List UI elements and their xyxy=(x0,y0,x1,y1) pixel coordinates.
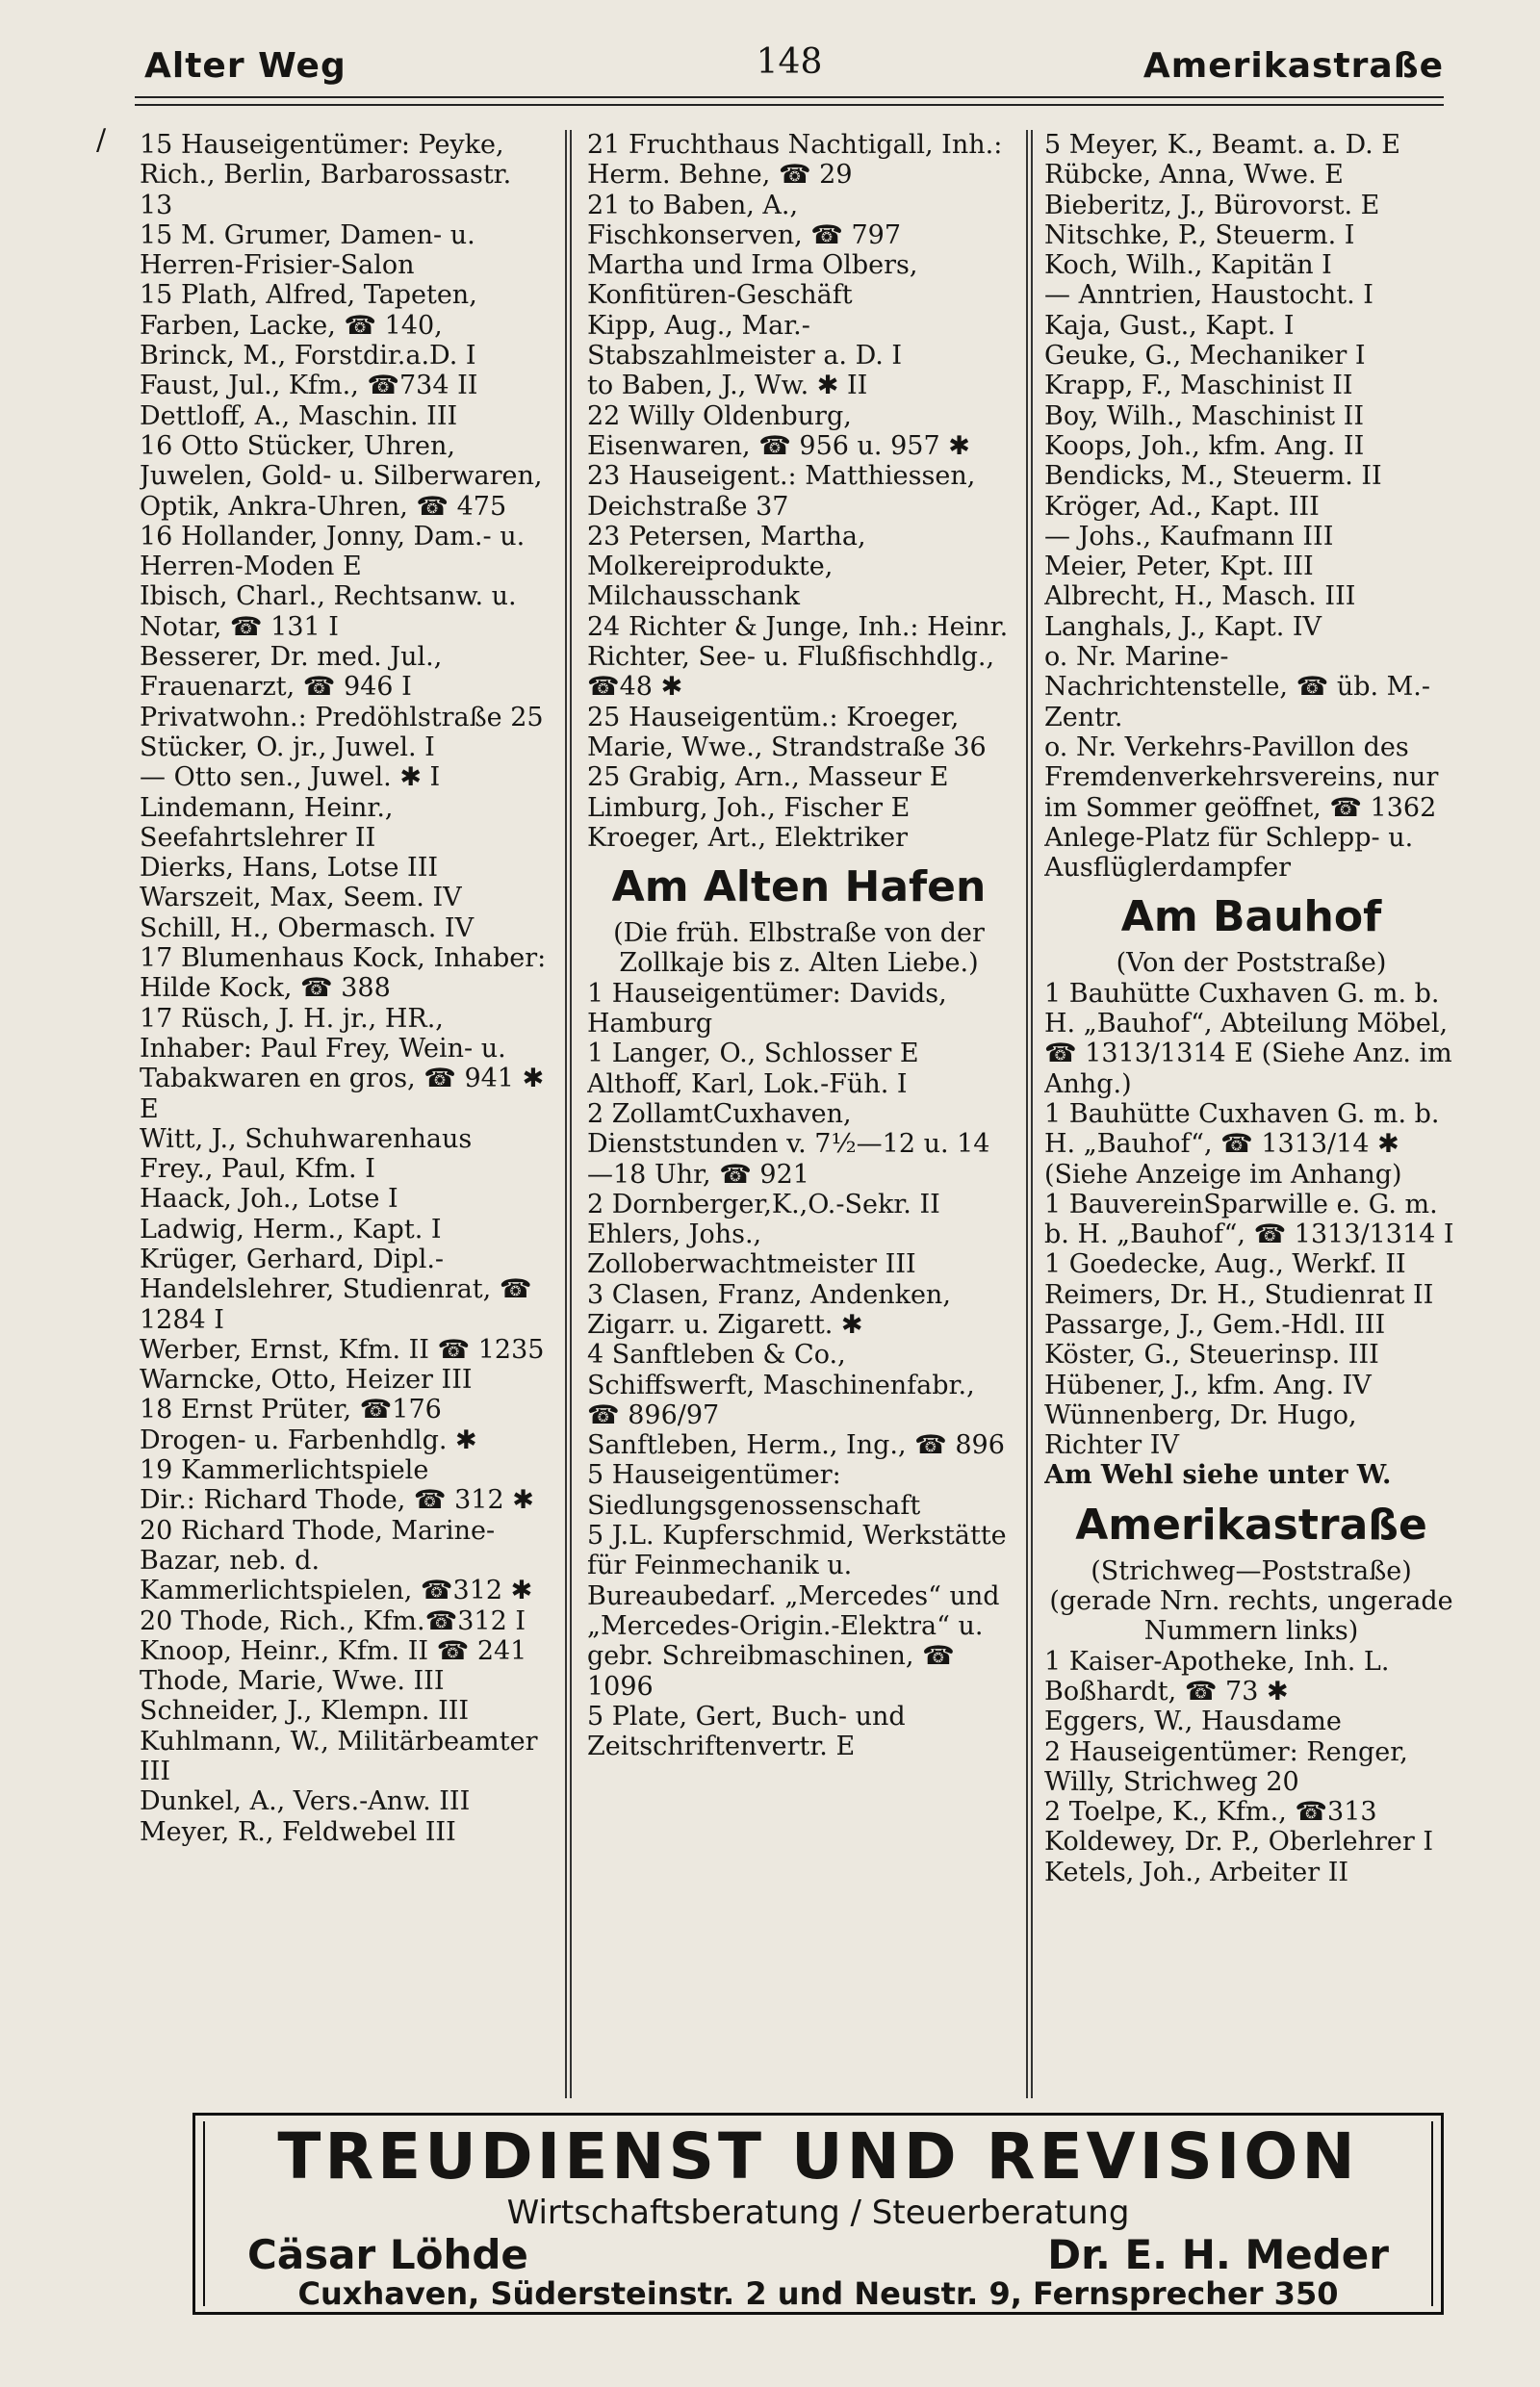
directory-entry: Wünnenberg, Dr. Hugo, Richter IV xyxy=(1044,1399,1357,1461)
ad-address: Cuxhaven, Südersteinstr. 2 und Neustr. 9, Fernsprecher 350 xyxy=(297,2275,1339,2312)
ad-names xyxy=(218,2231,1418,2277)
directory-entry: Kroeger, Art., Elektriker xyxy=(587,822,909,853)
directory-entry: Nitschke, P., Steuerm. I xyxy=(1044,219,1355,250)
directory-entry: Meyer, R., Feldwebel III xyxy=(140,1816,456,1847)
directory-entry: 15 Plath, Alfred, Tapeten, Farben, Lacke, ☎ 140, xyxy=(140,280,477,341)
directory-entry: Althoff, Karl, Lok.-Füh. I xyxy=(587,1068,908,1099)
directory-entry: Haack, Joh., Lotse I xyxy=(140,1184,398,1215)
directory-entry: Krüger, Gerhard, Dipl.-Handelslehrer, Studienrat, ☎ 1284 I xyxy=(140,1244,532,1335)
directory-entry: Boy, Wilh., Maschinist II xyxy=(1044,400,1365,431)
directory-entry: Martha und Irma Olbers, Konfitüren-Geschäft xyxy=(587,250,918,311)
directory-entry: Kröger, Ad., Kapt. III xyxy=(1044,491,1320,522)
header-street-end: Amerikastraße xyxy=(1142,46,1444,86)
section-subtitle: (Strichweg—Poststraße) (gerade Nrn. rechts, ungerade Nummern links) xyxy=(1049,1555,1453,1647)
directory-entry: Albrecht, H., Masch. III xyxy=(1044,581,1356,612)
column-3-entries-c xyxy=(1044,1647,1458,1887)
ad-subtitle: Wirtschaftsberatung / Steuerberatung xyxy=(506,2194,1130,2232)
directory-entry: 16 Otto Stücker, Uhren, Juwelen, Gold- u. Silberwaren, Optik, Ankra-Uhren, ☎ 475 xyxy=(140,430,543,522)
directory-entry: 22 Willy Oldenburg, Eisenwaren, ☎ 956 u. 957 ✱ xyxy=(587,400,970,461)
directory-entry: Ketels, Joh., Arbeiter II xyxy=(1044,1857,1349,1887)
directory-entry: 3 Clasen, Franz, Andenken, Zigarr. u. Zigarett. ✱ xyxy=(587,1279,951,1340)
directory-entry: 2 Hauseigentümer: Renger, Willy, Strichweg 20 xyxy=(1044,1736,1408,1797)
directory-entry: 25 Hauseigentüm.: Kroeger, Marie, Wwe., Strandstraße 36 xyxy=(587,702,987,762)
section-subtitle: (Die früh. Elbstraße von der Zollkaje bis z. Alten Liebe.) xyxy=(613,918,985,979)
directory-entry: — Johs., Kaufmann III xyxy=(1044,521,1334,552)
directory-entry: Limburg, Joh., Fischer E xyxy=(587,792,911,823)
directory-entry: 1 Langer, O., Schlosser E xyxy=(587,1039,919,1069)
directory-entry: Kaja, Gust., Kapt. I xyxy=(1044,310,1295,341)
directory-entry: 5 J.L. Kupferschmid, Werkstätte für Feinmechanik u. Bureaubedarf. „Mercedes“ und „Mercedes-Origin.-Elektra“ u. gebr. Schreibmaschinen, ☎ 1096 xyxy=(587,1521,1007,1702)
directory-entry: Brinck, M., Forstdir.a.D. I xyxy=(140,341,476,372)
directory-entry: 2 Dornberger,K.,O.-Sekr. II xyxy=(587,1189,940,1219)
directory-entry: 21 Fruchthaus Nachtigall, Inh.: Herm. Behne, ☎ 29 xyxy=(587,130,1003,191)
column-divider xyxy=(1031,130,1033,2098)
directory-entry: 2 Toelpe, K., Kfm., ☎313 xyxy=(1044,1797,1377,1828)
column-3-entries-a xyxy=(1044,130,1458,883)
directory-entry: 25 Grabig, Arn., Masseur E xyxy=(587,762,949,793)
directory-entry: Passarge, J., Gem.-Hdl. III xyxy=(1044,1309,1386,1340)
directory-entry: Dierks, Hans, Lotse III xyxy=(140,853,439,884)
directory-entry: Kipp, Aug., Mar.-Stabszahlmeister a. D. I xyxy=(587,310,903,372)
directory-entry: 20 Thode, Rich., Kfm.☎312 I xyxy=(140,1605,526,1636)
ad-border xyxy=(1431,2121,1433,2306)
directory-entry: Koch, Wilh., Kapitän I xyxy=(1044,250,1332,281)
directory-entry: Stücker, O. jr., Juwel. I xyxy=(140,732,435,762)
directory-entry: 23 Petersen, Martha, Molkereiprodukte, Milchausschank xyxy=(587,521,866,612)
column-3 xyxy=(1044,130,1458,2098)
directory-entry: Dettloff, A., Maschin. III xyxy=(140,400,458,431)
header-street-start: Alter Weg xyxy=(144,46,346,86)
directory-entry: 15 M. Grumer, Damen- u. Herren-Frisier-Salon xyxy=(140,219,475,281)
directory-entry: — Anntrien, Haustocht. I xyxy=(1044,280,1373,311)
column-2-entries-b xyxy=(587,979,1011,1762)
directory-entry: Dir.: Richard Thode, ☎ 312 ✱ xyxy=(140,1485,534,1516)
directory-entry: Koldewey, Dr. P., Oberlehrer I xyxy=(1044,1827,1434,1858)
directory-entry: to Baben, J., Ww. ✱ II xyxy=(587,371,868,401)
directory-entry: Anlege-Platz für Schlepp- u. Ausflüglerdampfer xyxy=(1044,822,1414,884)
directory-entry: 5 Plate, Gert, Buch- und Zeitschriftenvertr. E xyxy=(587,1701,906,1762)
ad-name-left: Cäsar Löhde xyxy=(247,2231,528,2278)
margin-mark: / xyxy=(96,123,107,157)
directory-entry: Eggers, W., Hausdame xyxy=(1044,1707,1342,1737)
directory-entry: 19 Kammerlichtspiele xyxy=(140,1455,429,1486)
directory-entry: 2 ZollamtCuxhaven, Dienststunden v. 7½—12 u. 14—18 Uhr, ☎ 921 xyxy=(587,1098,990,1190)
directory-entry: 1 Hauseigentümer: Davids, Hamburg xyxy=(587,978,947,1040)
directory-entry: Warszeit, Max, Seem. IV xyxy=(140,883,462,913)
directory-entry: 1 Goedecke, Aug., Werkf. II xyxy=(1044,1249,1406,1280)
directory-entry: 5 Hauseigentümer: Siedlungsgenossenschaft xyxy=(587,1460,921,1521)
directory-entry: — Otto sen., Juwel. ✱ I xyxy=(140,762,441,793)
column-divider xyxy=(570,130,572,2098)
directory-entry: 24 Richter & Junge, Inh.: Heinr. Richter, See- u. Flußfischhdlg., ☎48 ✱ xyxy=(587,611,1009,703)
directory-entry: Ehlers, Johs., Zolloberwachtmeister III xyxy=(587,1219,916,1280)
header-rule xyxy=(135,96,1444,106)
directory-entry: Sanftleben, Herm., Ing., ☎ 896 xyxy=(587,1430,1005,1461)
directory-entry: 20 Richard Thode, Marine-Bazar, neb. d. Kammerlichtspielen, ☎312 ✱ xyxy=(140,1515,533,1606)
directory-entry: Besserer, Dr. med. Jul., Frauenarzt, ☎ 946 I xyxy=(140,642,443,703)
directory-entry: Rübcke, Anna, Wwe. E xyxy=(1044,160,1344,191)
directory-entry: 23 Hauseigent.: Matthiessen, Deichstraße 37 xyxy=(587,461,976,522)
page-header xyxy=(135,38,1444,96)
ad-name-right: Dr. E. H. Meder xyxy=(1047,2231,1389,2278)
directory-entry: Ibisch, Charl., Rechtsanw. u. Notar, ☎ 131 I xyxy=(140,581,517,642)
advertisement xyxy=(192,2113,1444,2315)
ad-border xyxy=(203,2121,205,2306)
directory-entry: Langhals, J., Kapt. IV xyxy=(1044,611,1322,642)
directory-entry: Bendicks, M., Steuerm. II xyxy=(1044,461,1382,492)
section-subtitle: (Von der Poststraße) xyxy=(1116,948,1387,979)
directory-entry: 1 Bauhütte Cuxhaven G. m. b. H. „Bauhof“, Abteilung Möbel, ☎ 1313/1314 E (Siehe Anz. im Anhg.) xyxy=(1044,978,1452,1099)
section-heading-am-alten-hafen: Am Alten Hafen xyxy=(611,862,987,912)
directory-entry: Witt, J., Schuhwarenhaus xyxy=(140,1123,473,1154)
column-divider xyxy=(565,130,567,2098)
directory-entry: 15 Hauseigentümer: Peyke, Rich., Berlin, Barbarossastr. 13 xyxy=(140,130,512,220)
directory-entry: Dunkel, A., Vers.-Anw. III xyxy=(140,1786,471,1817)
directory-entry: Bieberitz, J., Bürovorst. E xyxy=(1044,190,1380,220)
directory-entry: Drogen- u. Farbenhdlg. ✱ xyxy=(140,1424,477,1455)
column-2-entries-a xyxy=(587,130,1011,853)
column-1 xyxy=(140,130,549,2098)
column-2 xyxy=(587,130,1011,2098)
directory-entry: Schill, H., Obermasch. IV xyxy=(140,912,475,943)
directory-entry: Reimers, Dr. H., Studienrat II xyxy=(1044,1279,1434,1310)
directory-entry: Schneider, J., Klempn. III xyxy=(140,1696,470,1727)
directory-entry: 18 Ernst Prüter, ☎176 xyxy=(140,1395,442,1425)
section-heading-am-bauhof: Am Bauhof xyxy=(1120,892,1382,942)
directory-entry: 17 Rüsch, J. H. jr., HR., Inhaber: Paul Frey, Wein- u. Tabakwaren en gros, ☎ 941 ✱ E xyxy=(140,1003,545,1124)
directory-entry: Koops, Joh., kfm. Ang. II xyxy=(1044,430,1365,461)
directory-entry: Geuke, G., Mechaniker I xyxy=(1044,341,1366,372)
directory-entry: 5 Meyer, K., Beamt. a. D. E xyxy=(1044,130,1400,160)
directory-entry: Werber, Ernst, Kfm. II ☎ 1235 xyxy=(140,1334,545,1365)
directory-entry: Hübener, J., kfm. Ang. IV xyxy=(1044,1370,1372,1400)
directory-entry: 1 BauvereinSparwille e. G. m. b. H. „Bauhof“, ☎ 1313/1314 I xyxy=(1044,1189,1454,1250)
directory-entry: Meier, Peter, Kpt. III xyxy=(1044,552,1314,582)
section-heading-amerikastrasse: Amerikastraße xyxy=(1075,1500,1427,1550)
directory-entry: Frey., Paul, Kfm. I xyxy=(140,1154,375,1185)
directory-entry: Lindemann, Heinr., Seefahrtslehrer II xyxy=(140,792,394,853)
directory-entry: 17 Blumenhaus Kock, Inhaber: Hilde Kock, ☎ 388 xyxy=(140,943,547,1004)
directory-entry: 4 Sanftleben & Co., Schiffswerft, Maschinenfabr., ☎ 896/97 xyxy=(587,1340,975,1430)
column-divider xyxy=(1026,130,1028,2098)
directory-entry: Faust, Jul., Kfm., ☎734 II xyxy=(140,371,478,401)
directory-entry: 16 Hollander, Jonny, Dam.- u. Herren-Moden E xyxy=(140,521,526,582)
ad-title: TREUDIENST UND REVISION xyxy=(277,2119,1359,2194)
cross-reference: Am Wehl siehe unter W. xyxy=(1044,1460,1392,1491)
directory-entry: Krapp, F., Maschinist II xyxy=(1044,371,1353,401)
column-3-entries-b xyxy=(1044,979,1458,1461)
directory-entry: Thode, Marie, Wwe. III xyxy=(140,1666,445,1697)
page-number: 148 xyxy=(756,42,823,82)
directory-entry: Privatwohn.: Predöhlstraße 25 xyxy=(140,702,544,732)
directory-entry: o. Nr. Verkehrs-Pavillon des Fremdenverkehrsvereins, nur im Sommer geöffnet, ☎ 1362 xyxy=(1044,732,1439,823)
directory-entry: Ladwig, Herm., Kapt. I xyxy=(140,1214,442,1245)
directory-entry: o. Nr. Marine-Nachrichtenstelle, ☎ üb. M.-Zentr. xyxy=(1044,642,1431,732)
directory-entry: Knoop, Heinr., Kfm. II ☎ 241 xyxy=(140,1635,527,1666)
directory-entry: Warncke, Otto, Heizer III xyxy=(140,1365,473,1396)
directory-entry: 1 Kaiser-Apotheke, Inh. L. Boßhardt, ☎ 73 ✱ xyxy=(1044,1646,1390,1707)
directory-entry: Köster, G., Steuerinsp. III xyxy=(1044,1340,1379,1371)
directory-entry: Kuhlmann, W., Militärbeamter III xyxy=(140,1726,538,1787)
directory-entry: 1 Bauhütte Cuxhaven G. m. b. H. „Bauhof“, ☎ 1313/14 ✱ (Siehe Anzeige im Anhang) xyxy=(1044,1098,1440,1190)
directory-entry: 21 to Baben, A., Fischkonserven, ☎ 797 xyxy=(587,190,902,250)
